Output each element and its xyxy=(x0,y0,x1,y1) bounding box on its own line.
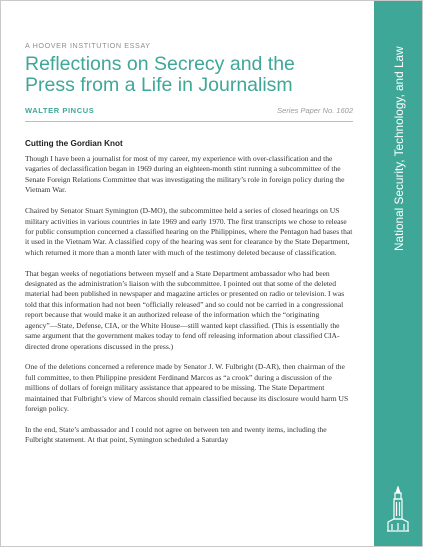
body-paragraph-3: That began weeks of negotiations between myself and a State Department ambassador who had been designated as the administration’s liaison with the subcommittee. I pointed out that some of the deleted material had been published in newspaper and magazine articles or presented on radio or television. I was told that this information had not been “officially released” and so could not be carried in a congressional report because that would make it an authorized release of the information which the “originating agency”—State, Defense, CIA, or the White House—still wanted kept classified. (This is essentially the same argument that the government makes today to fend off releasing information about classified CIA-directed drone operations discussed in the press.) xyxy=(25,268,345,351)
sidebar-label: National Security, Technology, and Law xyxy=(392,46,406,251)
body-paragraph-1: Though I have been a journalist for most of my career, my experience with over-classification and the vagaries of declassification began in 1969 during an eighteen-month stint running a subcommittee of the Senate Foreign Relations Committee that was investigating the military’s role in foreign policy during the Vietnam War. xyxy=(25,154,345,195)
essay-title-line-1: Reflections on Secrecy and the xyxy=(25,53,295,75)
body-paragraph-4: One of the deletions concerned a reference made by Senator J. W. Fulbright (D-AR), then chairman of the full committee, to then Philippine president Ferdinand Marcos as “a crook” during a discussion of the millions of dollars of foreign military assistance that appeared to be missing. The State Department maintained that Fulbright’s view of Marcos should remain classified because its disclosure would harm US foreign policy. xyxy=(25,362,349,414)
section-heading: Cutting the Gordian Knot xyxy=(25,139,123,148)
sidebar-band xyxy=(374,1,422,546)
series-number: Series Paper No. 1602 xyxy=(277,106,353,115)
hoover-tower-icon xyxy=(386,486,410,532)
essay-eyebrow: A HOOVER INSTITUTION ESSAY xyxy=(25,41,151,50)
essay-title xyxy=(25,54,353,96)
byline-row xyxy=(25,106,353,122)
body-paragraph-5: In the end, State’s ambassador and I could not agree on between ten and twenty items, including the Fulbright statement. At that point, Symington scheduled a Saturday xyxy=(25,424,327,445)
essay-title-line-2: Press from a Life in Journalism xyxy=(25,74,293,96)
author-name: WALTER PINCUS xyxy=(25,106,95,115)
body-paragraph-2: Chaired by Senator Stuart Symington (D-MO), the subcommittee held a series of closed hearings on US military activities in various countries in late 1969 and early 1970. The first transcripts we chose to release for public consumption concerned a classified hearing on the Philippines, where the Pentagon had bases that it used in the Vietnam War. A classified copy of the hearing was sent for clearance by the State Department, which returned it more than a month later with much of the testimony deleted because of classification. xyxy=(25,206,353,257)
main-column xyxy=(25,27,353,456)
